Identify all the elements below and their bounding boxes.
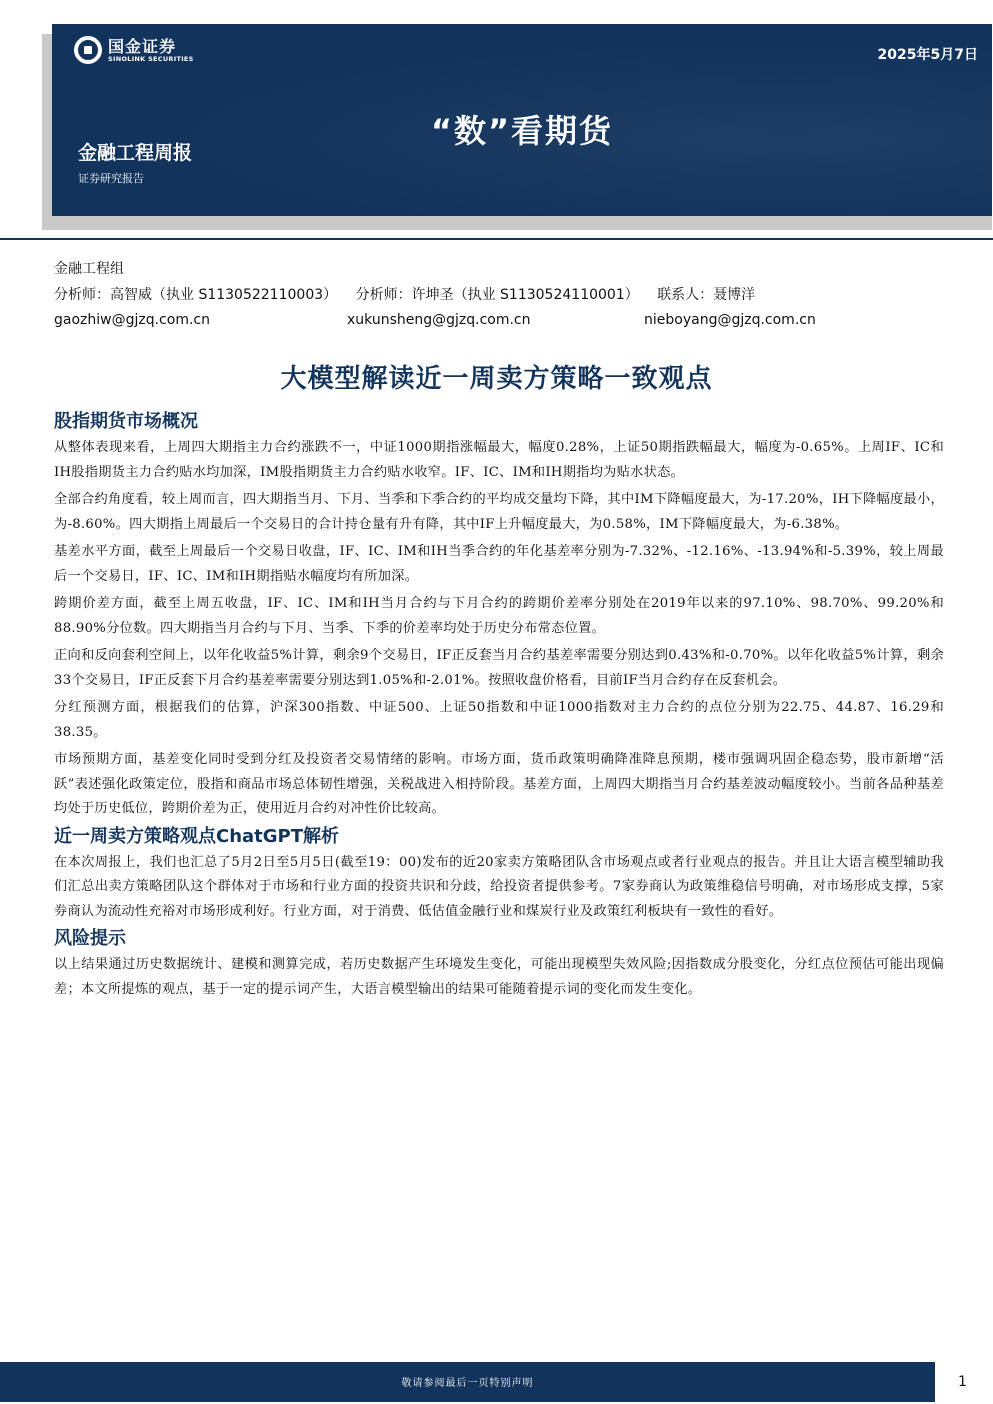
paragraph: 以上结果通过历史数据统计、建模和测算完成，若历史数据产生环境发生变化，可能出现模型失效风险;因指数成分股变化，分红点位预估可能出现偏差；本文所提炼的观点，基于一定的提示词产生，大语言模型输出的结果可能随着提示词的变化而发生变化。 [54,957,944,997]
footer-bar [0,1362,935,1402]
section-title: 风险提示 [54,928,126,949]
logo-cn-text: 国金证券 [108,36,177,56]
report-banner [52,24,992,216]
paragraph: 分红预测方面，根据我们的估算，沪深300指数、中证500、上证50指数和中证1000指数对主力合约的点位分别为22.75、44.87、16.29和38.35。 [54,700,944,740]
company-logo [74,36,194,64]
header-divider [0,238,993,240]
report-date: 2025年5月7日 [877,47,978,63]
paragraph: 全部合约角度看，较上周而言，四大期指当月、下月、当季和下季合约的平均成交量均下降，其中IM下降幅度最大，为-17.20%，IH下降幅度最小，为-8.60%。四大期指上周最后一个交易日的合计持仓量有升有降，其中IF上升幅度最大，为0.58%，IM下降幅度最大，为-6.38%。 [54,492,944,532]
email-1[interactable]: gaozhiw@gjzq.com.cn [54,312,210,328]
analyst-2: 分析师：许坤圣（执业 S1130524110001） [355,287,639,303]
main-title: 大模型解读近一周卖方策略一致观点 [280,364,713,394]
paragraph: 跨期价差方面，截至上周五收盘，IF、IC、IM和IH当月合约与下月合约的跨期价差率分别处在2019年以来的97.10%、98.70%、99.20%和88.90%分位数。四大期指当月合约与下月、当季、下季的价差率均处于历史分布常态位置。 [54,596,944,636]
footer-notice: 敬请参阅最后一页特别声明 [401,1378,534,1389]
logo-icon [74,36,102,64]
paragraph: 基差水平方面，截至上周最后一个交易日收盘，IF、IC、IM和IH当季合约的年化基差率分别为-7.32%、-12.16%、-13.94%和-5.39%，较上周最后一个交易日，IF、IC、IM和IH期指贴水幅度均有所加深。 [54,544,944,584]
page-number: 1 [958,1374,967,1390]
paragraph: 从整体表现来看，上周四大期指主力合约涨跌不一，中证1000期指涨幅最大，幅度0.28%，上证50期指跌幅最大，幅度为-0.65%。上周IF、IC和IH股指期货主力合约贴水均加深，IM股指期货主力合约贴水收窄。IF、IC、IM和IH期指均为贴水状态。 [54,440,944,480]
email-3[interactable]: nieboyang@gjzq.com.cn [644,312,816,328]
report-body [54,410,944,1005]
logo-en-text: SINOLINK SECURITIES [108,54,194,63]
team-name: 金融工程组 [54,261,124,277]
email-2[interactable]: xukunsheng@gjzq.com.cn [347,312,531,328]
report-type: 金融工程周报 [78,142,193,164]
email-line [54,312,954,332]
report-subtitle: 证券研究报告 [78,172,144,185]
analyst-line [54,284,769,304]
section-title: 近一周卖方策略观点ChatGPT解析 [54,825,340,847]
paragraph: 在本次周报上，我们也汇总了5月2日至5月5日(截至19：00)发布的近20家卖方策略团队含市场观点或者行业观点的报告。并且让大语言模型辅助我们汇总出卖方策略团队这个群体对于市场和行业方面的投资共识和分歧，给投资者提供参考。7家券商认为政策维稳信号明确，对市场形成支撑，5家券商认为流动性充裕对市场形成利好。行业方面，对于消费、低估值金融行业和煤炭行业及政策红利板块有一致性的看好。 [54,854,944,919]
paragraph: 正向和反向套利空间上，以年化收益5%计算，剩余9个交易日，IF正反套当月合约基差率需要分别达到0.43%和-0.70%。以年化收益5%计算，剩余33个交易日，IF正反套下月合约基差率需要分别达到1.05%和-2.01%。按照收盘价格看，目前IF当月合约存在反套机会。 [54,648,944,688]
section-title: 股指期货市场概况 [54,411,198,432]
paragraph: 市场预期方面，基差变化同时受到分红及投资者交易情绪的影响。市场方面，货币政策明确降准降息预期，楼市强调巩固企稳态势，股市新增“活跃”表述强化政策定位，股指和商品市场总体韧性增强，关税战进入相持阶段。基差方面，上周四大期指当月合约基差波动幅度较小。当前各品种基差均处于历史低位，跨期价差为正，使用近月合约对冲性价比较高。 [54,752,944,816]
report-title: “数”看期货 [430,112,614,150]
contact-person: 联系人：聂博洋 [657,287,756,303]
analyst-1: 分析师：高智威（执业 S1130522110003） [54,287,338,303]
